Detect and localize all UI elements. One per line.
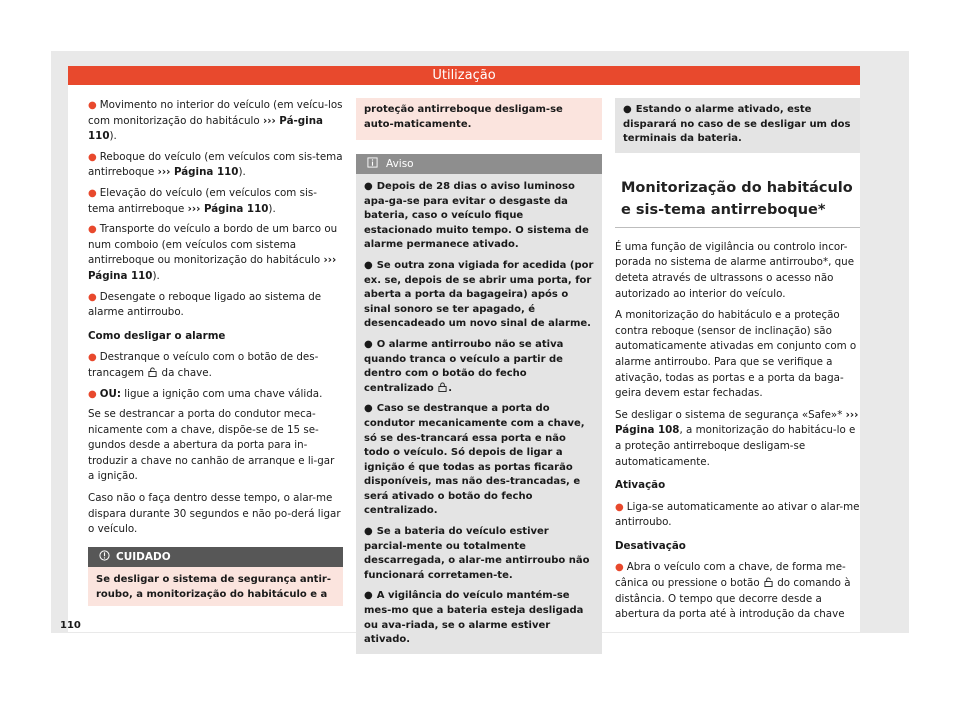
bullet-icon: ●: [615, 562, 624, 574]
bullet-icon: ●: [364, 259, 373, 271]
subheading: Desativação: [615, 539, 686, 552]
bullet-icon: ●: [88, 291, 97, 303]
info-icon: [367, 157, 378, 168]
bullet-icon: ●: [88, 224, 97, 236]
list-item: ● Elevação do veículo (em veículos com sis-tema antirreboque ››› Página 110).: [88, 186, 317, 215]
list-item: ● Se outra zona vigiada for acedida (por ex. se, depois de se abrir uma porta, for aberta a porta da bagageira) após o sinal sonoro se ter apagado, é desencadeado um novo sinal de alarme.: [364, 259, 594, 330]
central-lock-icon: [438, 382, 447, 392]
bullet-icon: ●: [88, 187, 97, 199]
divider: [615, 227, 860, 228]
bullet-icon: ●: [623, 104, 632, 115]
list-item: ● OU: ligue a ignição com uma chave válida.: [88, 387, 323, 400]
list-item: ● Liga-se automaticamente ao ativar o alar-me antirroubo.: [615, 500, 860, 529]
bullet-icon: ●: [88, 151, 97, 163]
page-number: 110: [60, 620, 81, 631]
bullet-icon: ●: [88, 352, 97, 364]
page-link[interactable]: ››› Página 110: [157, 166, 239, 179]
list-item: ● Estando o alarme ativado, este disparará no caso de se desligar um dos terminais da bateria.: [623, 104, 851, 145]
caution-continuation: proteção antirreboque desligam-se auto-maticamente.: [356, 98, 602, 140]
list-item: ● Movimento no interior do veículo (em veícu-los com monitorização do habitáculo ››› Pá-gina 110).: [88, 99, 343, 143]
bullet-icon: ●: [364, 526, 373, 538]
subheading: Como desligar o alarme: [88, 329, 226, 342]
section-title: Monitorização do habitáculo e sis-tema antirreboque*: [621, 179, 853, 218]
list-item: ● Se a bateria do veículo estiver parcial-mente ou totalmente descarregada, o alar-me antirroubo não funcionará corretamen-te.: [364, 526, 590, 581]
chapter-header: Utilização: [68, 66, 860, 85]
caution-box: [88, 547, 343, 606]
list-item: ● Transporte do veículo a bordo de um barco ou num comboio (em veículos com sistema antirreboque ou monitorização do habitáculo ››› Página 110).: [88, 223, 338, 282]
list-item: ● Destranque o veículo com o botão de des-trancagem da chave.: [88, 351, 319, 379]
column-3: [615, 98, 860, 628]
bullet-icon: ●: [615, 501, 624, 513]
list-item: ● Depois de 28 dias o aviso luminoso apa-ga-se para evitar o desgaste da bateria, caso o veículo fique estacionado muito tempo. O sistema de alarme permanece ativado.: [364, 181, 589, 251]
bullet-icon: ●: [88, 100, 97, 111]
list-item: ● Abra o veículo com a chave, de forma me-cânica ou pressione o botão do comando à distância. O tempo que decorre desde a abertura da porta até à introdução da chave: [615, 561, 851, 621]
paragraph: Se desligar o sistema de segurança «Safe»* ››› Página 108, a monitorização do habitácu-lo e a proteção antirreboque desligam-se automaticamente.: [615, 408, 859, 468]
column-1: [88, 98, 343, 606]
paragraph: Caso não o faça dentro desse tempo, o alar-me dispara durante 30 segundos e não po-derá ligar o veículo.: [88, 492, 341, 536]
column-2: [356, 98, 602, 654]
unlock-icon: [764, 577, 773, 587]
note-box: [356, 154, 602, 654]
note-header: Aviso: [356, 154, 602, 174]
list-item: ● Caso se destranque a porta do condutor mecanicamente com a chave, só se des-trancará essa porta e não todo o veículo. Só depois de ligar a ignição é que todas as portas ficarão disponíveis, mas não des-trancadas, e será ativado o botão do fecho centralizado.: [364, 403, 585, 517]
bullet-icon: ●: [364, 403, 373, 415]
list-item: ● O alarme antirroubo não se ativa quando tranca o veículo a partir de dentro com o botão do fecho centralizado .: [364, 338, 564, 394]
page-link[interactable]: ››› Pá-gina 110: [88, 114, 323, 143]
bullet-icon: ●: [364, 590, 373, 602]
caution-text: Se desligar o sistema de segurança antir-roubo, a monitorização do habitáculo e a: [88, 567, 343, 606]
subheading: Ativação: [615, 479, 666, 492]
warning-icon: [99, 550, 110, 561]
bullet-icon: ●: [364, 338, 373, 350]
list-item: ● A vigilância do veículo mantém-se mes-mo que a bateria esteja desligada ou ava-riada, se o alarme estiver ativado.: [364, 590, 584, 646]
list-item: ● Desengate o reboque ligado ao sistema de alarme antirroubo.: [88, 290, 322, 319]
page-link[interactable]: ››› Página 110: [88, 254, 337, 282]
page-link[interactable]: ››› Página 110: [187, 202, 269, 215]
list-item: ● Reboque do veículo (em veículos com sis-tema antirreboque ››› Página 110).: [88, 150, 343, 179]
paragraph: A monitorização do habitáculo e a proteção contra reboque (sensor de inclinação) são automaticamente ativadas em conjunto com o alarme antirroubo. Para que se verifique a ativação, todas as portas e a porta da baga-geira devem estar fechadas.: [615, 309, 857, 400]
page-link[interactable]: ››› Página 108: [615, 408, 859, 437]
paragraph: Se se destrancar a porta do condutor meca-nicamente com a chave, dispõe-se de 15 se-gundos desde a abertura da porta para in-troduzir a chave no canhão de arranque e li-gar a ignição.: [88, 408, 335, 483]
paragraph: É uma função de vigilância ou controlo incor-porada no sistema de alarme antirroubo*, que deteta através de ultrassons o acesso não autorizado ao interior do veículo.: [615, 240, 855, 300]
note-body: [356, 174, 602, 654]
bullet-icon: ●: [88, 388, 97, 400]
bullet-icon: ●: [364, 181, 373, 192]
note-continuation: [615, 98, 860, 153]
caution-header: CUIDADO: [88, 547, 343, 567]
unlock-icon: [148, 367, 157, 377]
